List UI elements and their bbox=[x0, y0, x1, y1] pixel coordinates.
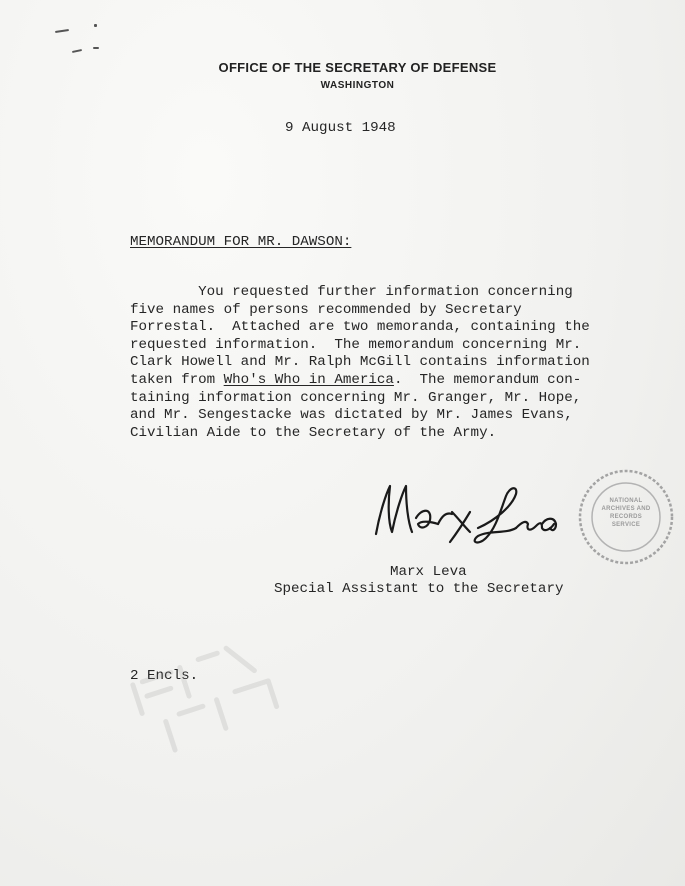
paper-speck bbox=[94, 24, 97, 27]
body-line-prefix: taken from bbox=[130, 371, 224, 388]
body-line: taining information concerning Mr. Granger, Mr. Hope, bbox=[130, 389, 582, 406]
memo-body bbox=[130, 284, 590, 442]
body-line: Clark Howell and Mr. Ralph McGill contains information bbox=[130, 354, 590, 371]
paper-speck bbox=[55, 29, 69, 33]
publication-title: Who's Who in America bbox=[223, 371, 394, 388]
memo-date: 9 August 1948 bbox=[285, 120, 396, 136]
paper-speck bbox=[93, 47, 99, 49]
letterhead-city: WASHINGTON bbox=[320, 80, 395, 91]
letterhead-office: OFFICE OF THE SECRETARY OF DEFENSE bbox=[218, 60, 497, 75]
body-line: You requested further information concerning bbox=[130, 284, 573, 300]
body-line: five names of persons recommended by Secretary bbox=[130, 301, 522, 318]
seal-line: NATIONAL bbox=[609, 498, 643, 504]
seal-line: RECORDS bbox=[609, 514, 643, 520]
seal-line: SERVICE bbox=[611, 522, 641, 528]
body-line: and Mr. Sengestacke was dictated by Mr. James Evans, bbox=[130, 407, 573, 424]
body-line-suffix: . The memorandum con- bbox=[393, 371, 582, 388]
signatory-name: Marx Leva bbox=[390, 564, 467, 580]
seal-inner-text bbox=[600, 497, 652, 529]
signatory-title: Special Assistant to the Secretary bbox=[274, 581, 564, 597]
body-line: requested information. The memorandum concerning Mr. bbox=[130, 336, 582, 353]
enclosures-note: 2 Encls. bbox=[130, 668, 199, 684]
body-line: Forrestal. Attached are two memoranda, containing the bbox=[130, 319, 590, 336]
body-line: Civilian Aide to the Secretary of the Army. bbox=[130, 424, 497, 441]
paper-speck bbox=[72, 49, 82, 53]
faint-received-stamp bbox=[108, 613, 323, 776]
seal-line: ARCHIVES AND bbox=[601, 506, 651, 512]
handwritten-signature bbox=[366, 472, 566, 552]
memo-heading: MEMORANDUM FOR MR. DAWSON: bbox=[130, 234, 352, 250]
